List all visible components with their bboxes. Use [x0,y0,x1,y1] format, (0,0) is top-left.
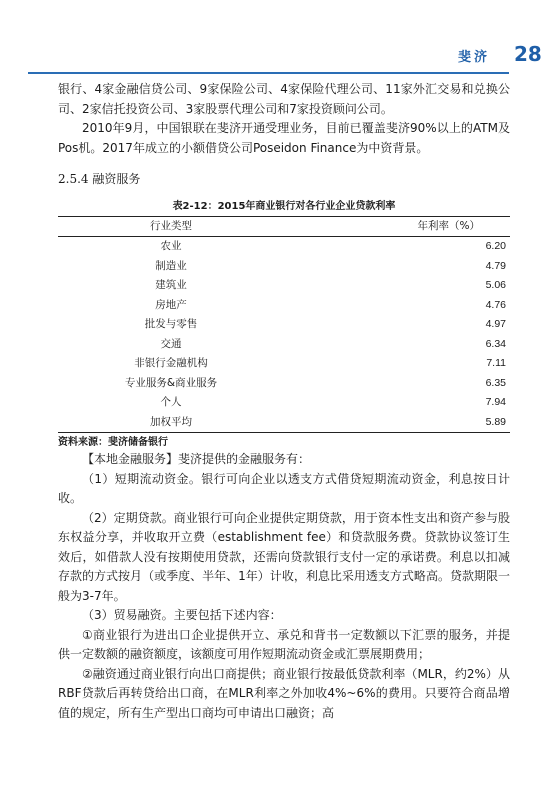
header-country: 斐济 [458,50,491,65]
intro-paragraph: 2010年9月，中国银联在斐济开通受理业务，目前已覆盖斐济90%以上的ATM及Pos机。2017年成立的小额借贷公司Poseidon Finance为中资背景。 [58,121,510,155]
rate-cell: 4.76 [485,298,506,311]
rate-cell: 6.35 [485,376,506,389]
industry-cell: 非银行金融机构 [134,357,208,369]
industry-cell: 建筑业 [155,279,187,291]
table-row [58,315,510,335]
table-row [58,413,510,433]
column-header-rate: 年利率（%） [417,219,480,232]
industry-cell: 房地产 [155,298,187,311]
rate-cell: 6.20 [485,240,506,252]
rate-cell: 7.94 [485,396,506,408]
industry-cell: 交通 [160,337,182,350]
page-number: 28 [514,42,542,66]
column-header-industry: 行业类型 [150,219,192,232]
body-paragraph: （3）贸易融资。主要包括下述内容： [82,608,282,622]
table-row [58,374,510,394]
rate-cell: 4.97 [485,318,506,330]
section-title: 2.5.4 融资服务 [58,172,141,186]
rate-cell: 4.79 [485,259,506,272]
body-paragraph: （1）短期流动资金。银行可向企业以透支方式借贷短期流动资金，利息按日计收。 [58,471,510,505]
table-source: 资料来源：斐济储备银行 [58,437,168,448]
table-row [58,393,510,413]
page-header [0,42,559,76]
table-title: 表2-12：2015年商业银行对各行业企业贷款利率 [172,200,396,212]
rate-cell: 5.89 [485,415,506,428]
intro-paragraph: 银行、4家金融信贷公司、9家保险公司、4家保险代理公司、11家外汇交易和兑换公司、2家信托投资公司、3家股票代理公司和7家投资顾问公司。 [58,82,510,116]
industry-cell: 制造业 [155,259,187,272]
table-row [58,276,510,296]
industry-cell: 农业 [160,240,182,252]
body-paragraph: ②融资通过商业银行向出口商提供；商业银行按最低贷款利率（MLR，约2%）从RBF贷款后再转贷给出口商，在MLR利率之外加收4%~6%的费用。只要符合商品增值的规定，所有生产型出口商均可申请出口融资；高 [58,666,510,720]
industry-cell: 加权平均 [150,415,192,428]
body-paragraph: ①商业银行为进出口企业提供开立、承兑和背书一定数额以下汇票的服务，并提供一定数额的融资额度，该额度可用作短期流动资金或汇票展期费用； [58,627,510,661]
table-row [58,335,510,355]
loan-rate-table [58,216,510,434]
body-paragraph: 【本地金融服务】斐济提供的金融服务有： [82,452,311,466]
industry-cell: 专业服务&商业服务 [124,376,218,389]
industry-cell: 个人 [160,396,182,408]
rate-cell: 6.34 [485,337,506,350]
table-row [58,237,510,257]
body-paragraph: （2）定期贷款。商业银行可向企业提供定期贷款，用于资本性支出和资产参与股东权益分享，并收取开立费（establishment fee）和贷款服务费。贷款协议签订生效后，如借款人没有按期使用贷款，还需向贷款银行支付一定的承诺费。利息以扣减存款的方式按月（或季度、半年、1年）计收，利息比采用透支方式略高。贷款期限一般为3-7年。 [58,510,510,603]
page-body [58,80,510,723]
table-row [58,257,510,277]
rate-cell: 5.06 [485,279,506,291]
table-row [58,354,510,374]
industry-cell: 批发与零售 [144,318,198,330]
header-rule [28,72,509,74]
rate-cell: 7.11 [486,357,506,369]
table-row [58,296,510,316]
table-header-row [58,216,510,237]
